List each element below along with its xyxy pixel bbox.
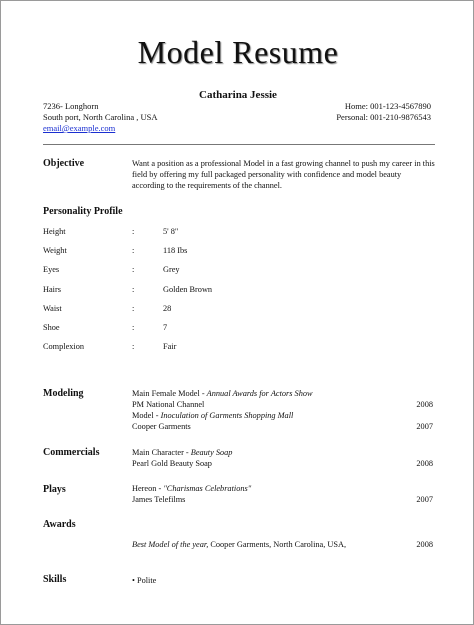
award-title: Best Model of the year, — [132, 540, 209, 549]
contact-address-block — [43, 101, 158, 134]
profile-colon: : — [132, 323, 135, 332]
contact-phone-block — [336, 101, 431, 123]
profile-value: Grey — [163, 265, 180, 274]
profile-label: Eyes — [43, 265, 60, 274]
profile-value: Golden Brown — [163, 285, 213, 294]
profile-value: Fair — [163, 342, 177, 351]
commercials-line-1 — [132, 448, 435, 457]
modeling-line-3 — [132, 411, 435, 420]
modeling-channel: PM National Channel — [132, 400, 205, 409]
objective-text: Want a position as a professional Model in a fast growing channel to push my career in this field by offering my full packaged personality with confidence and model beauty according to the requirements of the channel. — [132, 159, 435, 190]
award-detail: Cooper Garments, North Carolina, USA, — [208, 540, 347, 549]
profile-value: 28 — [163, 304, 172, 313]
profile-value: 5' 8" — [163, 227, 179, 236]
profile-label: Shoe — [43, 323, 60, 332]
profile-colon: : — [132, 265, 135, 274]
play-producer: James Telefilms — [132, 495, 186, 504]
address-line-1: 7236- Longhorn — [43, 101, 99, 111]
modeling-show: Annual Awards for Actors Show — [206, 389, 313, 398]
plays-line-1 — [132, 484, 435, 493]
address-line-2: South port, North Carolina , USA — [43, 112, 158, 122]
profile-label: Hairs — [43, 285, 61, 294]
profile-label: Complexion — [43, 342, 85, 351]
award-year: 2008 — [416, 540, 433, 549]
play-title: "Charismas Celebrations" — [163, 484, 252, 493]
modeling-year: 2007 — [416, 422, 433, 431]
modeling-event: Inoculation of Garments Shopping Mall — [160, 411, 294, 420]
commercial-brand: Pearl Gold Beauty Soap — [132, 459, 212, 468]
modeling-role: Model - — [132, 411, 161, 420]
candidate-name: Catharina Jessie — [199, 89, 277, 101]
modeling-year: 2008 — [416, 400, 433, 409]
play-year: 2007 — [416, 495, 433, 504]
profile-label: Weight — [43, 246, 67, 255]
plays-line-2 — [132, 495, 435, 504]
commercials-heading: Commercials — [43, 447, 100, 458]
profile-colon: : — [132, 304, 135, 313]
profile-colon: : — [132, 285, 135, 294]
profile-value: 7 — [163, 323, 168, 332]
profile-label: Height — [43, 227, 66, 236]
commercial-product: Beauty Soap — [190, 448, 233, 457]
skills-item: • Polite — [132, 576, 157, 585]
personal-phone: Personal: 001-210-9876543 — [336, 112, 431, 122]
objective-heading: Objective — [43, 158, 85, 169]
play-role: Hereon - — [132, 484, 164, 493]
personality-heading: Personality Profile — [43, 206, 123, 217]
commercial-role: Main Character - — [132, 448, 191, 457]
commercial-year: 2008 — [416, 459, 433, 468]
modeling-line-4 — [132, 422, 435, 431]
profile-colon: : — [132, 246, 135, 255]
profile-value: 118 Ibs — [163, 246, 188, 255]
awards-heading: Awards — [43, 519, 76, 530]
awards-line-1 — [132, 540, 435, 549]
email-link[interactable]: email@example.com — [43, 123, 116, 133]
modeling-client: Cooper Garments — [132, 422, 191, 431]
plays-heading: Plays — [43, 484, 66, 495]
home-phone: Home: 001-123-4567890 — [344, 101, 431, 111]
commercials-line-2 — [132, 459, 435, 468]
header-divider — [43, 144, 435, 145]
skills-heading: Skills — [43, 574, 67, 585]
profile-colon: : — [132, 342, 135, 351]
modeling-line-1 — [132, 389, 435, 398]
modeling-line-2 — [132, 400, 435, 409]
page-title: Model Resume — [137, 34, 339, 70]
profile-colon: : — [132, 227, 135, 236]
modeling-role: Main Female Model - — [132, 389, 207, 398]
profile-label: Waist — [43, 304, 62, 313]
modeling-heading: Modeling — [43, 388, 84, 399]
